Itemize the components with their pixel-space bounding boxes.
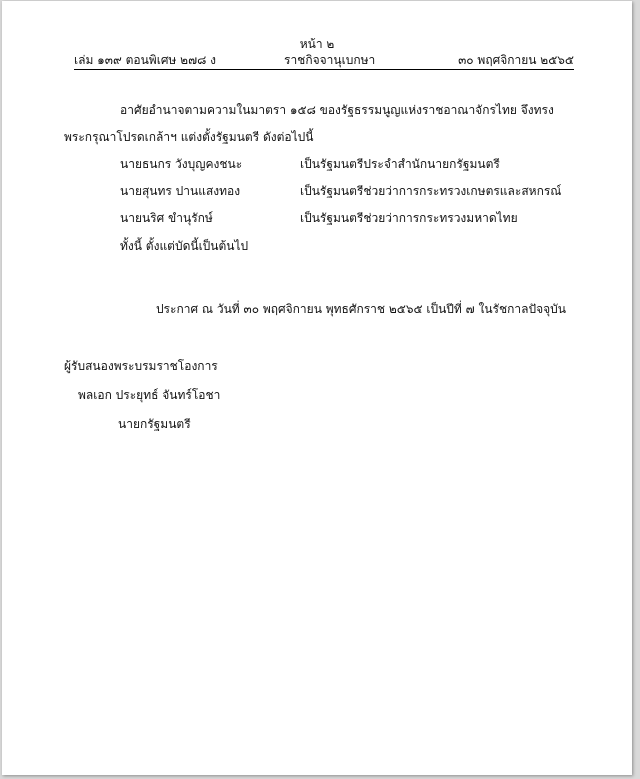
appointee-position: เป็นรัฐมนตรีช่วยว่าการกระทรวงเกษตรและสหกรณ์ xyxy=(300,184,562,198)
header-date: ๓๐ พฤศจิกายน ๒๕๖๕ xyxy=(458,53,574,67)
appointee-name: นายสุนทร ปานแสงทอง xyxy=(120,184,241,198)
signer-name: พลเอก ประยุทธ์ จันทร์โอชา xyxy=(78,388,221,402)
appointee-position: เป็นรัฐมนตรีช่วยว่าการกระทรวงมหาดไทย xyxy=(300,211,518,225)
appointee-name: นายธนกร วังบุญคงชนะ xyxy=(120,157,243,171)
effective-clause: ทั้งนี้ ตั้งแต่บัดนี้เป็นต้นไป xyxy=(120,239,249,253)
paragraph-line-2: พระกรุณาโปรดเกล้าฯ แต่งตั้งรัฐมนตรี ดังต่อไปนี้ xyxy=(64,130,314,144)
appointee-name: นายนริศ ขำนุรักษ์ xyxy=(120,211,213,225)
signer-title: นายกรัฐมนตรี xyxy=(118,417,191,431)
announcement-date: ประกาศ ณ วันที่ ๓๐ พฤศจิกายน พุทธศักราช ๒๕๖๕ เป็นปีที่ ๗ ในรัชกาลปัจจุบัน xyxy=(155,302,566,316)
header-gazette-name: ราชกิจจานุเบกษา xyxy=(284,53,376,67)
page-number: หน้า ๒ xyxy=(299,37,335,51)
header-volume-issue: เล่ม ๑๓๙ ตอนพิเศษ ๒๗๘ ง xyxy=(74,53,217,67)
paragraph-line-1: อาศัยอำนาจตามความในมาตรา ๑๕๘ ของรัฐธรรมนูญแห่งราชอาณาจักรไทย จึงทรง xyxy=(120,103,554,117)
countersign-label: ผู้รับสนองพระบรมราชโองการ xyxy=(64,359,218,373)
gazette-header xyxy=(74,51,574,70)
document-page xyxy=(2,1,632,775)
appointee-position: เป็นรัฐมนตรีประจำสำนักนายกรัฐมนตรี xyxy=(300,157,500,171)
